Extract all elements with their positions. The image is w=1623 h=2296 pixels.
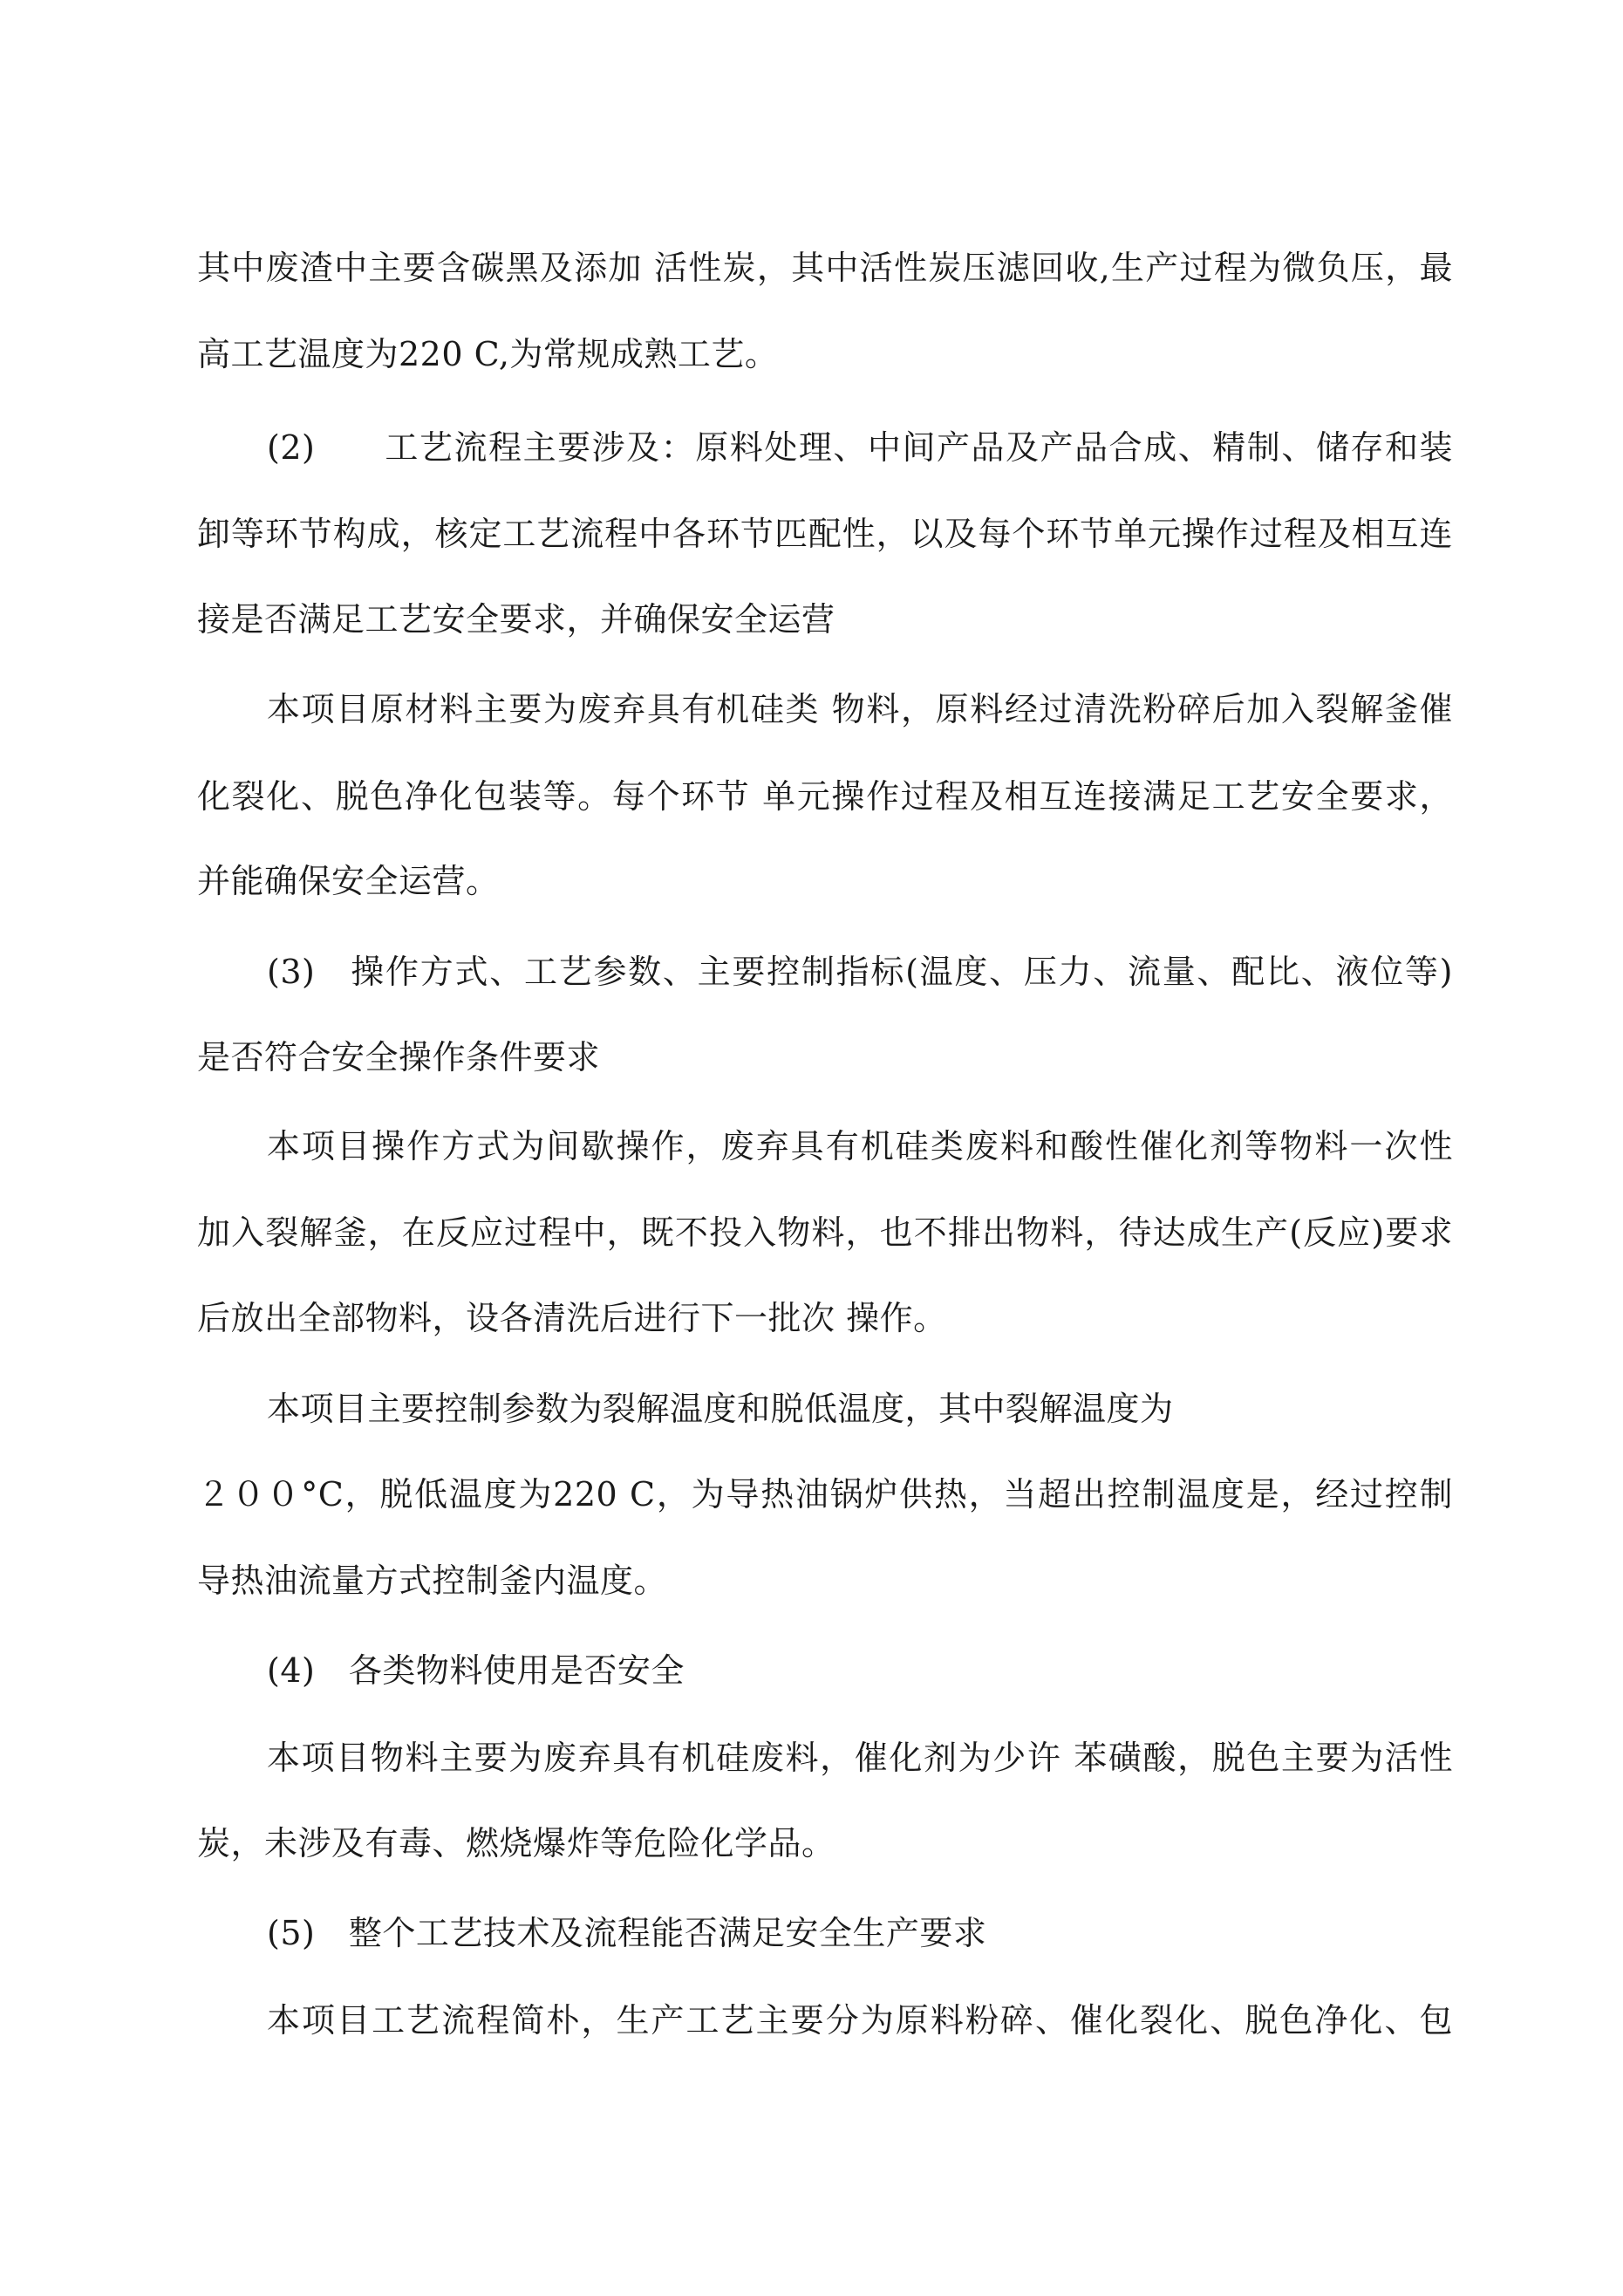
text-line: 本项目原材料主要为废弃具有机硅类 物料，原料经过清洗粉碎后加入裂解釜催 <box>267 690 1453 728</box>
text-line: 本项目操作方式为间歇操作，废弃具有机硅类废料和酸性催化剂等物料一次性 <box>267 1127 1453 1165</box>
text-line: 是否符合安全操作条件要求 <box>197 1038 601 1076</box>
text-line: 炭，未涉及有毒、燃烧爆炸等危险化学品。 <box>197 1824 835 1862</box>
text-line: 加入裂解釜，在反应过程中，既不投入物料，也不排出物料，待达成生产(反应)要求 <box>197 1213 1453 1252</box>
text-line: ２００°C，脱低温度为220 C，为导热油锅炉供热，当超出控制温度是，经过控制 <box>197 1475 1453 1514</box>
text-line: (2) 工艺流程主要涉及：原料处理、中间产品及产品合成、精制、储存和装 <box>267 428 1453 467</box>
text-line: 卸等环节构成，核定工艺流程中各环节匹配性，以及每个环节单元操作过程及相互连 <box>197 515 1453 553</box>
text-line: 高工艺温度为220 C,为常规成熟工艺。 <box>197 335 779 373</box>
text-line: 接是否满足工艺安全要求，并确保安全运营 <box>197 600 835 639</box>
text-line: 本项目主要控制参数为裂解温度和脱低温度，其中裂解温度为 <box>267 1390 1174 1428</box>
text-line: (5) 整个工艺技术及流程能否满足安全生产要求 <box>267 1914 987 1952</box>
text-line: 其中废渣中主要含碳黑及添加 活性炭，其中活性炭压滤回收,生产过程为微负压，最 <box>197 249 1453 287</box>
text-line: 后放出全部物料，设各清洗后进行下一批次 操作。 <box>197 1299 947 1337</box>
text-line: 本项目工艺流程简朴，生产工艺主要分为原料粉碎、催化裂化、脱色净化、包 <box>267 2001 1453 2040</box>
text-line: 化裂化、脱色净化包装等。每个环节 单元操作过程及相互连接满足工艺安全要求， <box>197 777 1453 816</box>
text-line: 并能确保安全运营。 <box>197 862 500 900</box>
text-line: 导热油流量方式控制釜内温度。 <box>197 1561 668 1600</box>
text-line: (3) 操作方式、工艺参数、主要控制指标(温度、压力、流量、配比、液位等) <box>267 953 1453 991</box>
text-line: (4) 各类物料使用是否安全 <box>267 1651 685 1690</box>
text-line: 本项目物料主要为废弃具有机硅废料，催化剂为少许 苯磺酸，脱色主要为活性 <box>267 1739 1453 1777</box>
